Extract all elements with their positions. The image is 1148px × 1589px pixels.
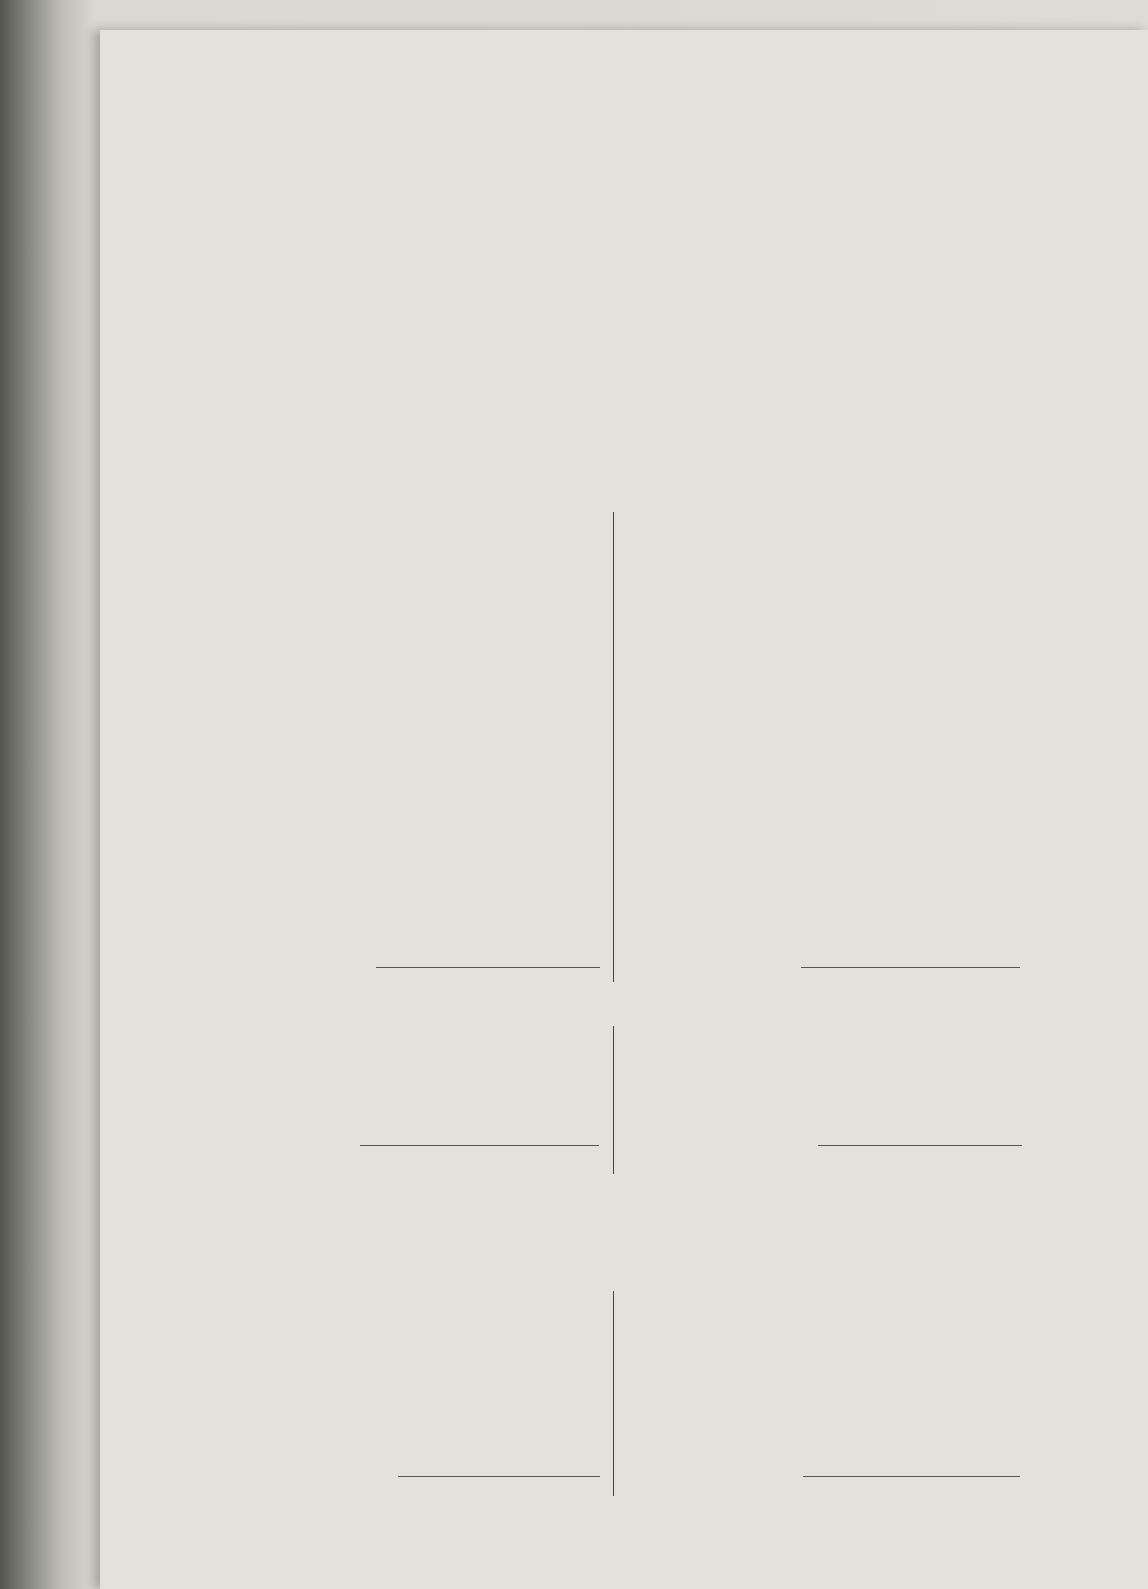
exploitatie-divider	[613, 1291, 614, 1496]
balans-total-rule-right	[801, 967, 1020, 968]
winst-total-rule-left	[360, 1145, 599, 1146]
balans-divider	[613, 512, 614, 982]
balans-total-rule-left	[376, 967, 600, 968]
exploitatie-total-rule-left	[398, 1476, 600, 1477]
winst-total-rule-right	[818, 1145, 1022, 1146]
winst-divider	[613, 1026, 614, 1174]
exploitatie-total-rule-right	[803, 1476, 1020, 1477]
